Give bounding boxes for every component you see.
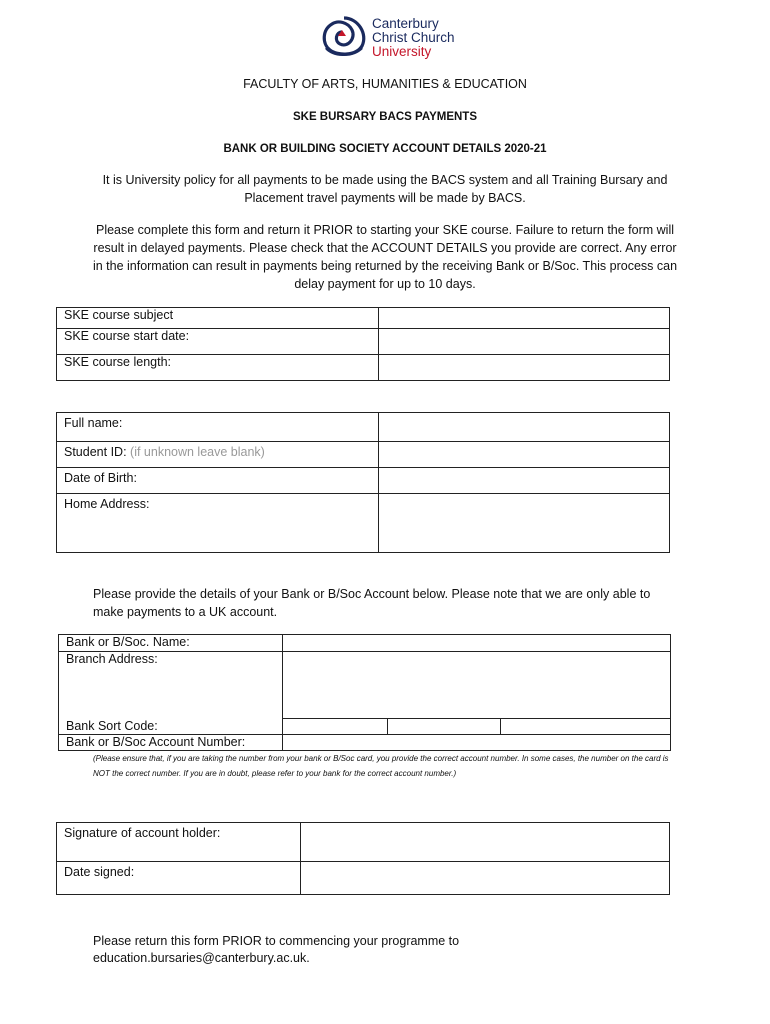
student-id-hint: (if unknown leave blank) (130, 445, 265, 459)
form-title: SKE BURSARY BACS PAYMENTS (292, 111, 478, 123)
sort-code-field-1[interactable] (283, 719, 388, 735)
sort-code-field-3[interactable] (501, 719, 671, 735)
signature-table (56, 822, 670, 895)
account-number-field[interactable] (283, 735, 671, 751)
date-signed-label: Date signed: (57, 862, 301, 895)
bank-details-table (58, 634, 671, 751)
bank-name-field[interactable] (283, 635, 671, 652)
date-signed-field[interactable] (301, 862, 670, 895)
signature-field[interactable] (301, 823, 670, 862)
course-length-label: SKE course length: (57, 355, 379, 381)
logo-line-1: Canterbury (372, 16, 439, 31)
faculty-heading: FACULTY OF ARTS, HUMANITIES & EDUCATION (243, 77, 527, 91)
course-start-date-label: SKE course start date: (57, 329, 379, 355)
signature-label: Signature of account holder: (57, 823, 301, 862)
logo-line-3: University (372, 44, 432, 59)
course-length-field[interactable] (379, 355, 670, 381)
personal-details-table (56, 412, 670, 553)
course-subject-field[interactable] (379, 308, 670, 329)
student-id-label (57, 442, 379, 468)
bank-instructions: Please provide the details of your Bank or B/Soc Account below. Please note that we are only able to make payments to a UK account. (93, 587, 651, 619)
instructions-paragraph: Please complete this form and return it PRIOR to starting your SKE course. Failure to return the form will result in delayed payments. Please check that the ACCOUNT DETAILS you provide are correct. Any error in the information can result in payments being returned by the receiving Bank or B/Soc. This process can delay payment for up to 10 days. (92, 223, 678, 291)
sort-code-label: Bank Sort Code: (59, 719, 283, 735)
university-logo (318, 14, 468, 60)
return-instructions: Please return this form PRIOR to commencing your programme to (93, 934, 460, 948)
form-subtitle: BANK OR BUILDING SOCIETY ACCOUNT DETAILS 2020-21 (223, 143, 547, 155)
account-number-note: (Please ensure that, if you are taking the number from your bank or B/Soc card, you provide the correct account number. In some cases, the number on the card is NOT the correct number. If you are in doubt, please refer to your bank for the correct account number.) (93, 754, 669, 778)
return-email: education.bursaries@canterbury.ac.uk. (93, 951, 310, 965)
date-of-birth-label: Date of Birth: (57, 468, 379, 494)
branch-address-label: Branch Address: (59, 652, 283, 719)
student-id-field[interactable] (379, 442, 670, 468)
home-address-label: Home Address: (57, 494, 379, 553)
account-number-label: Bank or B/Soc Account Number: (59, 735, 283, 751)
course-table (56, 307, 670, 381)
university-crest-icon (318, 14, 370, 58)
full-name-field[interactable] (379, 413, 670, 442)
policy-paragraph: It is University policy for all payments to be made using the BACS system and all Training Bursary and Placement travel payments will be made by BACS. (102, 173, 668, 205)
course-subject-label: SKE course subject (57, 308, 379, 329)
date-of-birth-field[interactable] (379, 468, 670, 494)
course-start-date-field[interactable] (379, 329, 670, 355)
logo-line-2: Christ Church (372, 30, 455, 45)
sort-code-field-2[interactable] (388, 719, 501, 735)
branch-address-field[interactable] (283, 652, 671, 719)
full-name-label: Full name: (57, 413, 379, 442)
student-id-text: Student ID: (64, 445, 127, 459)
bank-name-label: Bank or B/Soc. Name: (59, 635, 283, 652)
home-address-field[interactable] (379, 494, 670, 553)
